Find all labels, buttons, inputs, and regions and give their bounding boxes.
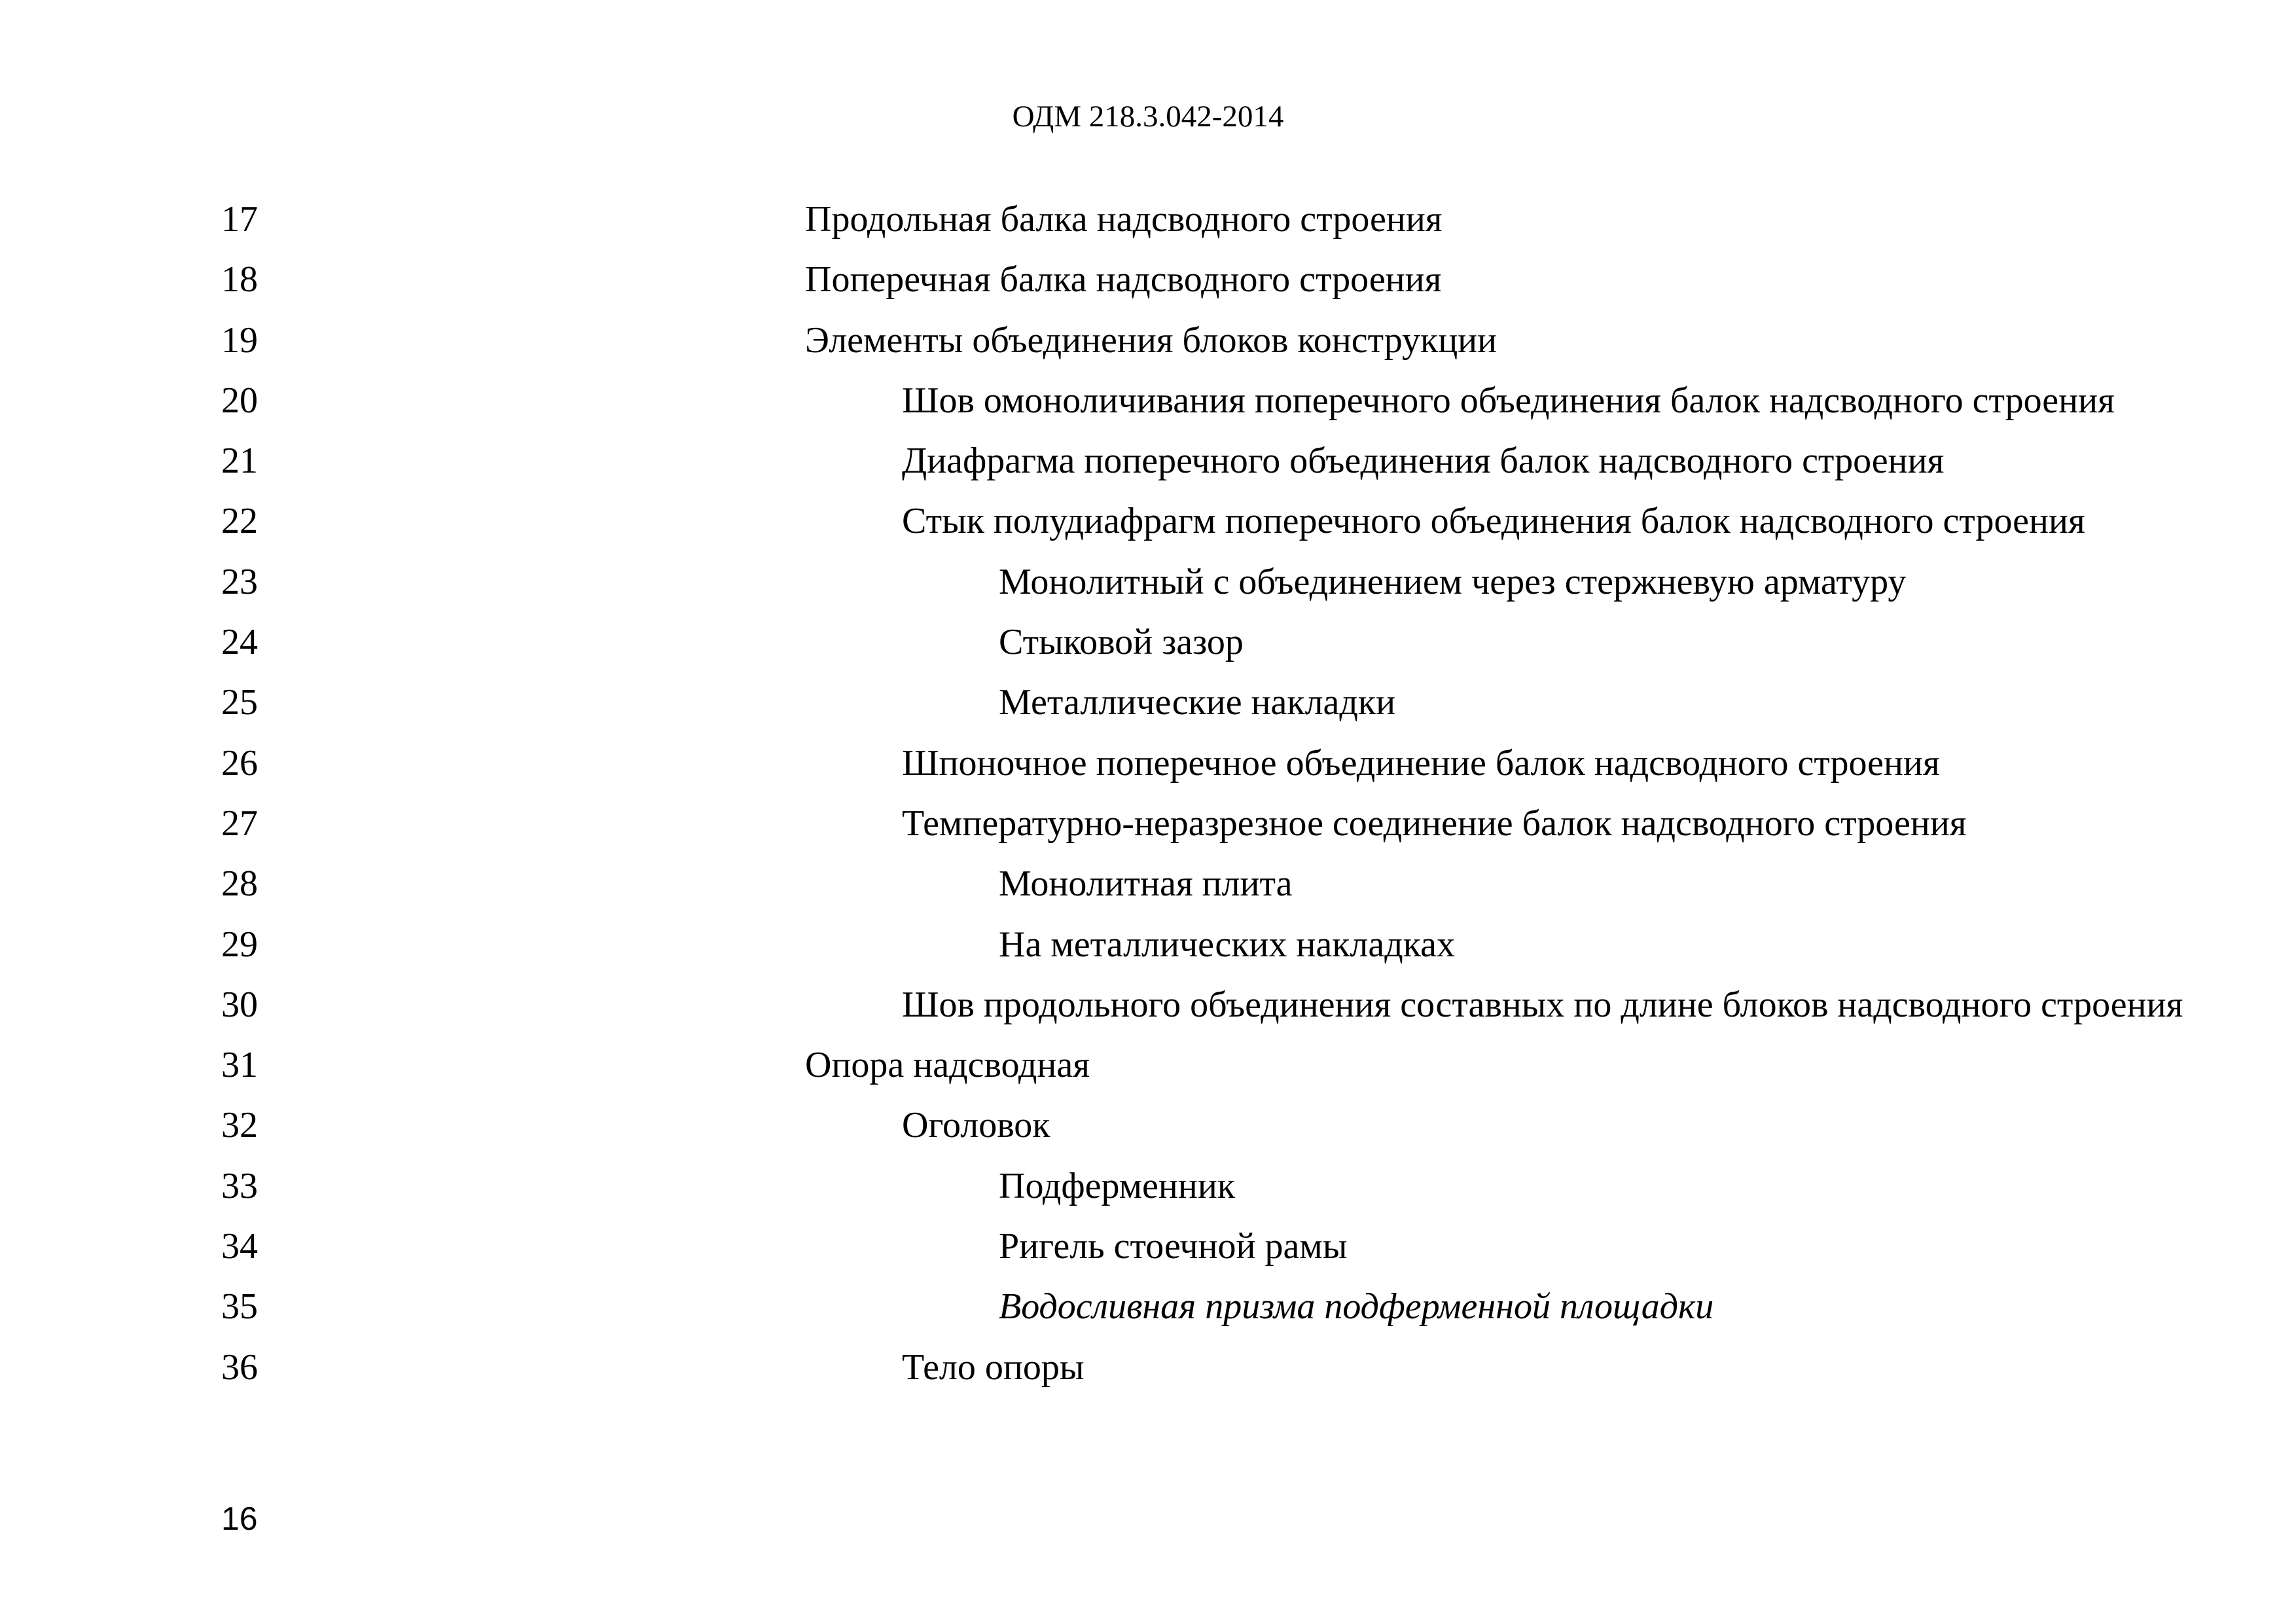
list-row [0,559,2296,619]
row-text: Оголовок [902,1105,1050,1146]
row-number: 30 [221,984,258,1025]
row-text: Ригель стоечной рамы [999,1226,1348,1267]
row-number: 34 [221,1226,258,1267]
list-row [0,619,2296,679]
row-text: Металлические накладки [999,682,1396,723]
row-number: 29 [221,924,258,965]
row-text: Температурно-неразрезное соединение балок надсводного строения [902,803,1967,844]
row-text: Монолитный с объединением через стержневую арматуру [999,561,1907,602]
row-text: Водосливная призма подферменной площадки [999,1286,1714,1327]
list-row [0,378,2296,438]
row-number: 22 [221,501,258,542]
list-row [0,196,2296,257]
row-number: 24 [221,622,258,663]
document-header: ОДМ 218.3.042-2014 [1012,99,1284,134]
row-text: Шов омоноличивания поперечного объединения балок надсводного строения [902,380,2115,421]
list-row [0,257,2296,317]
list-row [0,740,2296,801]
list-row [0,679,2296,740]
list-row [0,1284,2296,1344]
element-list [0,196,2296,1405]
row-text: Шов продольного объединения составных по длине блоков надсводного строения [902,984,2183,1025]
row-number: 36 [221,1346,258,1388]
row-number: 33 [221,1165,258,1206]
row-number: 27 [221,803,258,844]
row-text: Подферменник [999,1165,1236,1206]
list-row [0,922,2296,982]
list-row [0,1102,2296,1163]
row-text: Поперечная балка надсводного строения [805,259,1442,300]
row-number: 31 [221,1045,258,1086]
row-text: Монолитная плита [999,863,1293,905]
row-number: 23 [221,561,258,602]
row-number: 19 [221,319,258,361]
row-text: На металлических накладках [999,924,1455,965]
row-number: 32 [221,1105,258,1146]
list-row [0,861,2296,921]
row-number: 17 [221,199,258,240]
row-number: 28 [221,863,258,905]
list-row [0,982,2296,1042]
row-number: 26 [221,742,258,784]
list-row [0,801,2296,861]
row-number: 35 [221,1286,258,1327]
row-text: Опора надсводная [805,1045,1090,1086]
row-text: Шпоночное поперечное объединение балок надсводного строения [902,742,1940,784]
row-number: 25 [221,682,258,723]
list-row [0,498,2296,558]
row-text: Продольная балка надсводного строения [805,199,1443,240]
page-number: 16 [221,1500,258,1537]
row-text: Диафрагма поперечного объединения балок надсводного строения [902,441,1945,482]
list-row [0,1042,2296,1102]
row-number: 21 [221,441,258,482]
list-row [0,1344,2296,1405]
row-number: 20 [221,380,258,421]
row-text: Стыковой зазор [999,622,1244,663]
list-row [0,438,2296,498]
row-text: Стык полудиафрагм поперечного объединения балок надсводного строения [902,501,2085,542]
row-text: Элементы объединения блоков конструкции [805,319,1498,361]
row-text: Тело опоры [902,1346,1085,1388]
row-number: 18 [221,259,258,300]
list-row [0,1163,2296,1223]
list-row [0,1223,2296,1284]
list-row [0,317,2296,378]
